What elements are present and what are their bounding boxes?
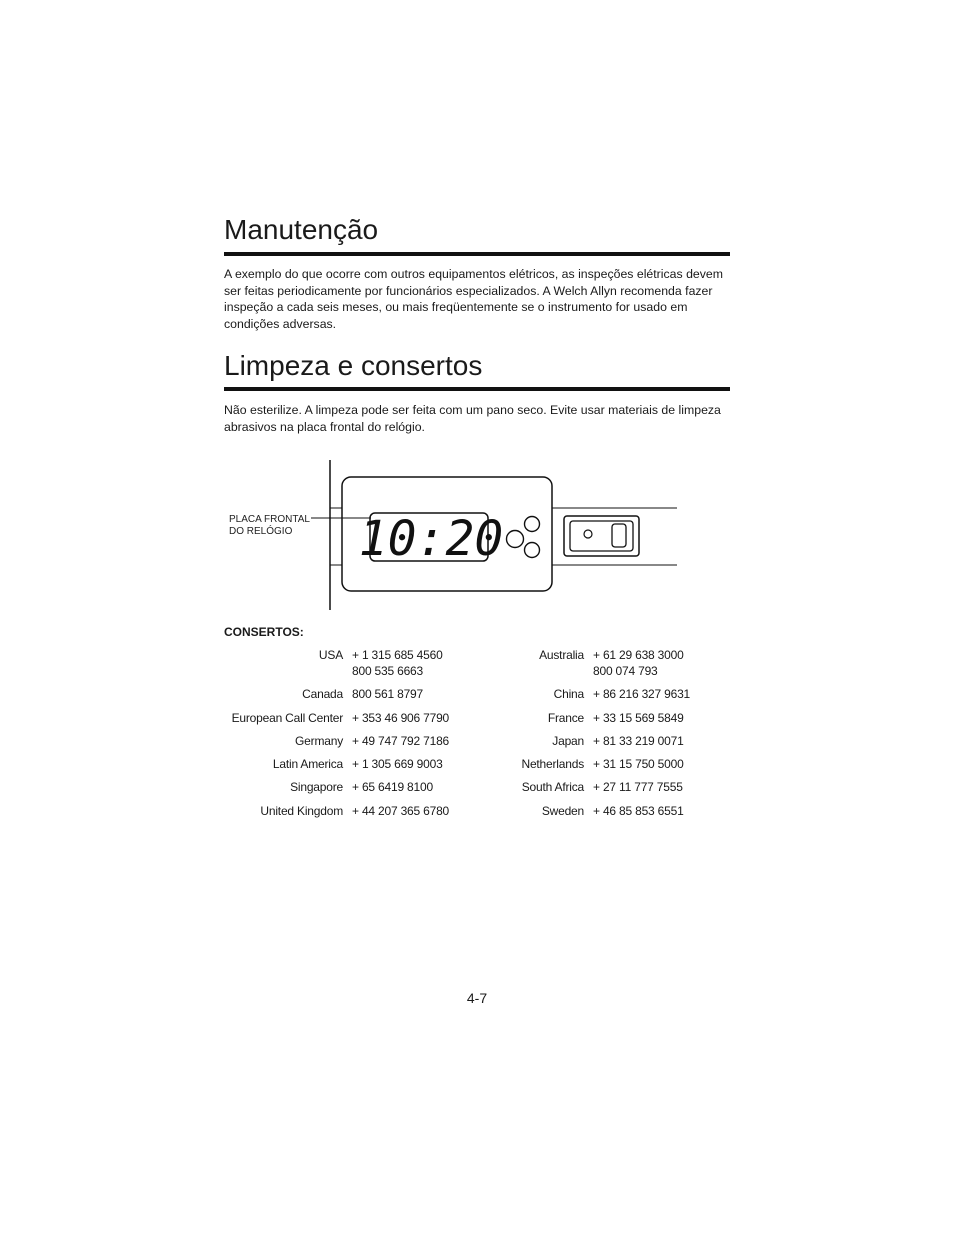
contact-phone: + 1 315 685 4560 bbox=[352, 648, 443, 662]
clock-digits: 10:20 bbox=[358, 511, 504, 567]
page-number: 4-7 bbox=[466, 990, 488, 1006]
contact-phones bbox=[593, 756, 684, 772]
contact-row bbox=[224, 756, 449, 772]
contact-country: Singapore bbox=[290, 780, 343, 795]
contact-country: USA bbox=[318, 648, 343, 662]
contact-phone: + 61 29 638 3000 bbox=[593, 648, 684, 662]
contact-phone: + 31 15 750 5000 bbox=[593, 757, 684, 772]
contact-country: European Call Center bbox=[231, 710, 343, 725]
contact-phone: + 1 305 669 9003 bbox=[352, 757, 443, 772]
contact-phone: 800 561 8797 bbox=[352, 687, 424, 702]
contact-phone: + 86 216 327 9631 bbox=[593, 687, 691, 702]
contact-country: Japan bbox=[552, 733, 584, 748]
contact-phone: + 27 11 777 7555 bbox=[593, 780, 683, 795]
contact-phone: + 49 747 792 7186 bbox=[352, 733, 450, 748]
clock-faceplate-figure bbox=[225, 458, 685, 614]
contact-phones bbox=[352, 803, 449, 819]
section-title-cleaning: Limpeza e consertos bbox=[224, 350, 483, 381]
contact-phone: + 33 15 569 5849 bbox=[593, 710, 684, 725]
contact-row bbox=[480, 756, 690, 772]
contact-phones bbox=[352, 647, 443, 679]
contact-country: France bbox=[547, 710, 584, 725]
section-title-maintenance: Manutenção bbox=[224, 214, 379, 245]
contacts-right-column bbox=[480, 647, 690, 826]
contacts-title: CONSERTOS: bbox=[224, 625, 304, 639]
callout-label-line1: PLACA FRONTAL bbox=[229, 514, 310, 525]
contact-phones bbox=[593, 803, 684, 819]
contact-row bbox=[224, 647, 449, 679]
contact-phones bbox=[593, 779, 683, 795]
contact-row bbox=[224, 710, 449, 726]
contacts-left-column bbox=[224, 647, 449, 826]
clock-button-top bbox=[525, 517, 540, 532]
contact-country: Canada bbox=[302, 687, 343, 702]
clock-button-bottom bbox=[525, 543, 540, 558]
maintenance-paragraph: A exemplo do que ocorre com outros equipamentos elétricos, as inspeções elétricas devem ser feitas periodicamente por funcionários especializados. A Welch Allyn recomenda fazer inspeção a cada seis meses, ou mais freqüentemente se o instrumento for usado em condições adversas. bbox=[224, 267, 723, 331]
contact-phone: + 46 85 853 6551 bbox=[593, 803, 684, 818]
contact-phones bbox=[352, 733, 449, 749]
contact-phone: 800 535 6663 bbox=[352, 664, 424, 678]
cleaning-paragraph: Não esterilize. A limpeza pode ser feita com um pano seco. Evite usar materiais de limpeza abrasivos na placa frontal do relógio. bbox=[224, 403, 721, 434]
contact-row bbox=[224, 686, 449, 702]
contact-phones bbox=[352, 779, 433, 795]
indicator-light-icon bbox=[584, 530, 592, 538]
contact-phones bbox=[352, 756, 443, 772]
contact-phones bbox=[352, 686, 423, 702]
contact-country: Latin America bbox=[272, 757, 343, 772]
contact-row bbox=[480, 686, 690, 702]
contact-country: China bbox=[553, 687, 584, 702]
contact-phone: + 353 46 906 7790 bbox=[352, 710, 450, 725]
contact-phones bbox=[593, 647, 684, 679]
title-rule-cleaning bbox=[224, 387, 730, 391]
contact-row bbox=[480, 733, 690, 749]
contact-phones bbox=[593, 733, 684, 749]
contact-phone: + 44 207 365 6780 bbox=[352, 803, 450, 818]
contact-phone: + 81 33 219 0071 bbox=[593, 733, 684, 748]
contact-country: United Kingdom bbox=[260, 803, 343, 818]
contact-row bbox=[224, 803, 449, 819]
contact-phone: + 65 6419 8100 bbox=[352, 780, 433, 795]
contact-row bbox=[480, 779, 690, 795]
contact-row bbox=[224, 779, 449, 795]
contact-phones bbox=[352, 710, 449, 726]
contact-country: Australia bbox=[539, 648, 584, 662]
contact-country: South Africa bbox=[521, 780, 584, 795]
contact-row bbox=[480, 803, 690, 819]
contact-phones bbox=[593, 710, 684, 726]
contact-row bbox=[224, 733, 449, 749]
contact-country: Germany bbox=[295, 733, 343, 748]
contact-row bbox=[480, 647, 690, 679]
contact-phones bbox=[593, 686, 690, 702]
title-rule-maintenance bbox=[224, 252, 730, 256]
contact-country: Netherlands bbox=[521, 757, 584, 772]
callout-label-line2: DO RELÓGIO bbox=[229, 526, 293, 537]
contact-country: Sweden bbox=[541, 803, 584, 818]
power-switch bbox=[612, 524, 626, 547]
contact-row bbox=[480, 710, 690, 726]
clock-button-middle bbox=[507, 531, 524, 548]
contact-phone: 800 074 793 bbox=[593, 664, 658, 678]
